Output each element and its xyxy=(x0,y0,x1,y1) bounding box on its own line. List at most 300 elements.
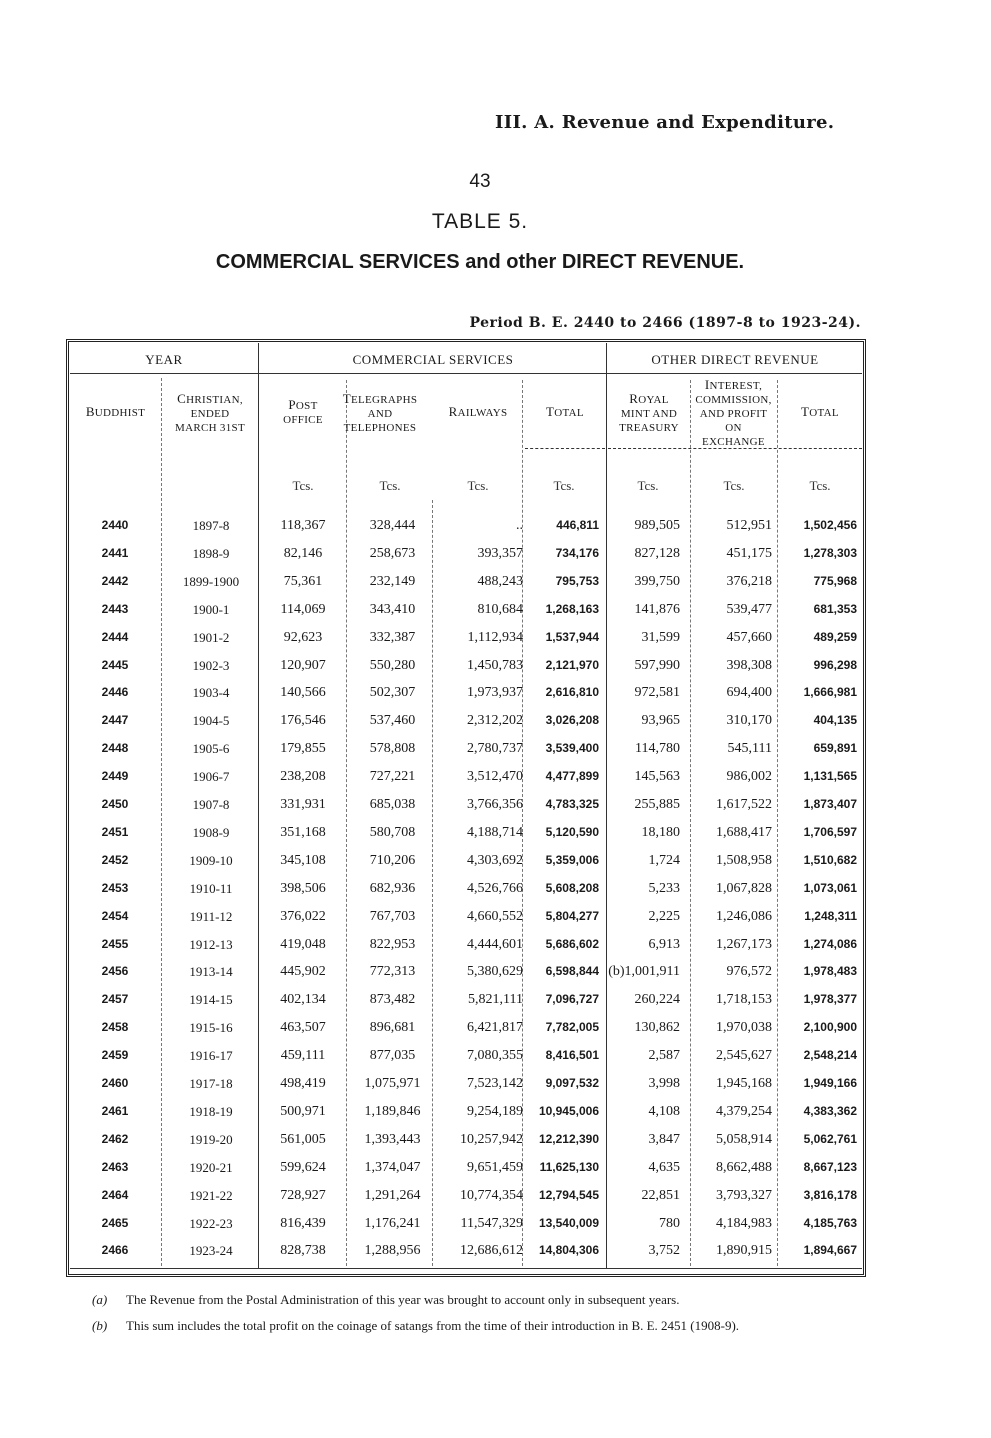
table-row xyxy=(0,1188,991,1216)
buddhist-year-cell: 2450 xyxy=(101,797,129,811)
buddhist-year-cell: 2453 xyxy=(101,880,129,895)
commercial-total-cell: 7,096,727 xyxy=(545,992,599,1007)
christian-year-cell: 1903-4 xyxy=(192,685,230,701)
commercial-total-cell: 4,477,899 xyxy=(545,769,599,784)
royal-mint-cell: 114,780 xyxy=(635,741,680,757)
telegraphs-cell: 328,444 xyxy=(369,518,416,533)
buddhist-year-cell: 2441 xyxy=(101,545,129,560)
post-office-cell: 498,419 xyxy=(280,1076,326,1091)
interest-cell: 451,175 xyxy=(726,545,772,561)
royal-mint-cell: (b)1,001,911 xyxy=(608,964,680,980)
table-row xyxy=(0,741,991,769)
table-row xyxy=(0,1243,991,1271)
interest-cell: 1,688,417 xyxy=(716,824,772,840)
royal-mint-cell: 4,635 xyxy=(648,1159,680,1175)
post-office-cell: 445,902 xyxy=(280,964,326,980)
telegraphs-cell: 550,280 xyxy=(369,657,416,673)
royal-mint-cell: 780 xyxy=(659,1215,680,1231)
table-title: TABLE 5. xyxy=(431,210,529,233)
railways-cell: 5,380,629 xyxy=(467,964,523,980)
christian-year-cell: 1908-9 xyxy=(192,824,230,840)
interest-cell: 8,662,488 xyxy=(716,1159,772,1175)
royal-mint-unit: Tcs. xyxy=(637,478,659,493)
telegraphs-header-line-2: AND xyxy=(367,408,393,420)
christian-year-cell: 1920-21 xyxy=(189,1159,233,1175)
railways-cell: 4,444,601 xyxy=(467,936,523,952)
royal-mint-cell: 989,505 xyxy=(634,518,680,533)
railways-cell: 5,821,111 xyxy=(468,992,523,1008)
telegraphs-header-line-3: TELEPHONES xyxy=(343,422,417,434)
table-subtitle: COMMERCIAL SERVICES and other DIRECT REVENUE. xyxy=(215,251,745,273)
christian-year-cell: 1907-8 xyxy=(192,797,230,812)
interest-cell: 376,218 xyxy=(726,573,772,589)
other-total-cell: 1,666,981 xyxy=(803,685,857,700)
telegraphs-cell: 232,149 xyxy=(369,573,416,589)
buddhist-year-cell: 2460 xyxy=(101,1076,129,1090)
christian-year-cell: 1916-17 xyxy=(189,1048,233,1064)
buddhist-year-cell: 2446 xyxy=(101,685,129,700)
other-total-cell: 2,548,214 xyxy=(803,1048,857,1063)
commercial-total-cell: 10,945,006 xyxy=(538,1103,599,1118)
royal-mint-cell: 260,224 xyxy=(634,992,680,1008)
telegraphs-cell: 343,410 xyxy=(369,601,416,617)
telegraphs-cell: 682,936 xyxy=(369,880,416,896)
royal-mint-cell: 972,581 xyxy=(634,685,680,701)
christian-year-cell: 1922-23 xyxy=(189,1215,233,1231)
other-total-cell: 1,978,483 xyxy=(803,964,857,979)
table-row xyxy=(0,713,991,741)
post-office-cell: 463,507 xyxy=(280,1020,326,1036)
royal-mint-header-line-3: TREASURY xyxy=(619,422,679,434)
interest-cell: 694,400 xyxy=(726,685,772,701)
christian-year-cell: 1911-12 xyxy=(189,908,233,924)
table-row xyxy=(0,1104,991,1132)
commercial-total-cell: 5,359,006 xyxy=(545,852,599,867)
telegraphs-cell: 822,953 xyxy=(369,936,416,952)
royal-mint-cell: 31,599 xyxy=(641,629,680,645)
buddhist-year-cell: 2442 xyxy=(101,573,129,588)
royal-mint-cell: 399,750 xyxy=(634,573,680,589)
other-total-cell: 1,274,086 xyxy=(803,936,857,951)
other-total-cell: 659,891 xyxy=(813,741,857,756)
railways-cell: 810,684 xyxy=(477,601,523,617)
buddhist-year-cell: 2456 xyxy=(101,964,129,979)
telegraphs-cell: 877,035 xyxy=(369,1048,416,1064)
railways-cell: 2,312,202 xyxy=(467,713,523,729)
interest-cell: 398,308 xyxy=(726,657,772,673)
footnote-a-text: The Revenue from the Postal Administration of this year was brought to account only in subsequent years. xyxy=(126,1292,680,1307)
page-number: 43 xyxy=(469,171,491,192)
other-total-cell: 1,278,303 xyxy=(803,545,857,560)
royal-mint-cell: 2,587 xyxy=(648,1048,680,1064)
railways-cell: 7,080,355 xyxy=(467,1048,523,1064)
table-row xyxy=(0,685,991,713)
interest-cell: 4,184,983 xyxy=(716,1215,772,1231)
commercial-total-cell: 8,416,501 xyxy=(545,1048,599,1063)
interest-cell: 512,951 xyxy=(726,518,772,533)
buddhist-year-cell: 2448 xyxy=(101,741,129,756)
royal-mint-cell: 145,563 xyxy=(634,769,680,785)
table-row xyxy=(0,881,991,909)
post-office-cell: 82,146 xyxy=(283,545,323,561)
buddhist-year-cell: 2451 xyxy=(101,824,129,839)
footnote-a xyxy=(92,1292,679,1308)
railways-cell: 3,512,470 xyxy=(467,769,523,785)
post-office-cell: 118,367 xyxy=(280,518,326,533)
post-office-cell: 828,738 xyxy=(280,1243,326,1259)
buddhist-year-cell: 2466 xyxy=(101,1243,129,1258)
group-header-rule xyxy=(70,373,862,374)
post-office-unit: Tcs. xyxy=(292,478,314,493)
commercial-header-rule xyxy=(525,448,605,449)
commercial-total-cell: 13,540,009 xyxy=(538,1215,599,1230)
railways-cell: 2,780,737 xyxy=(467,741,523,757)
buddhist-year-cell: 2454 xyxy=(101,908,129,923)
commercial-total-cell: 5,686,602 xyxy=(545,936,599,951)
interest-cell: 976,572 xyxy=(726,964,772,980)
commercial-total-cell: 734,176 xyxy=(555,545,599,560)
royal-mint-cell: 130,862 xyxy=(634,1020,680,1036)
telegraphs-header xyxy=(340,392,420,435)
telegraphs-cell: 1,176,241 xyxy=(364,1215,421,1231)
table-row xyxy=(0,1160,991,1188)
christian-header-line-2: ENDED xyxy=(190,408,230,420)
post-office-header-line-1: POST xyxy=(288,397,318,412)
commercial-total-cell: 3,026,208 xyxy=(545,713,599,728)
christian-year-cell: 1897-8 xyxy=(192,518,230,533)
table-row xyxy=(0,825,991,853)
commercial-total-header: TOTAL xyxy=(546,404,584,419)
telegraphs-header-line-1: TELEGRAPHS xyxy=(342,391,418,406)
commercial-group-header: COMMERCIAL SERVICES xyxy=(352,352,514,367)
interest-cell: 2,545,627 xyxy=(716,1048,772,1064)
other-group-header: OTHER DIRECT REVENUE xyxy=(651,352,819,367)
railways-cell: 4,303,692 xyxy=(467,852,523,868)
christian-year-cell: 1915-16 xyxy=(189,1020,233,1036)
telegraphs-cell: 332,387 xyxy=(369,629,416,645)
railways-cell: 7,523,142 xyxy=(467,1076,523,1091)
buddhist-year-cell: 2458 xyxy=(101,1020,129,1035)
footnote-b-text: This sum includes the total profit on the coinage of satangs from the time of their introduction in B. E. 2451 (1908-9). xyxy=(126,1318,740,1333)
christian-header-line-1: CHRISTIAN, xyxy=(177,391,243,406)
post-office-cell: 419,048 xyxy=(280,936,326,952)
interest-header xyxy=(690,378,777,449)
interest-cell: 1,718,153 xyxy=(716,992,772,1008)
commercial-total-cell: 795,753 xyxy=(555,573,599,588)
post-office-cell: 114,069 xyxy=(280,601,326,617)
christian-year-cell: 1918-19 xyxy=(189,1103,233,1119)
christian-year-cell: 1898-9 xyxy=(192,545,230,561)
commercial-total-cell: 14,804,306 xyxy=(538,1243,599,1258)
post-office-cell: 179,855 xyxy=(280,741,326,757)
royal-mint-cell: 827,128 xyxy=(634,545,680,561)
post-office-cell: 345,108 xyxy=(280,852,326,868)
commercial-total-cell: 446,811 xyxy=(556,518,599,532)
buddhist-year-cell: 2457 xyxy=(101,992,129,1007)
other-total-cell: 2,100,900 xyxy=(803,1020,857,1035)
post-office-header-line-2: OFFICE xyxy=(283,414,323,426)
railways-cell: 4,188,714 xyxy=(467,824,523,840)
other-total-cell: 1,248,311 xyxy=(804,908,857,923)
interest-cell: 1,246,086 xyxy=(716,908,772,924)
royal-mint-cell: 5,233 xyxy=(648,880,680,896)
footnote-a-mark: (a) xyxy=(92,1292,108,1307)
interest-cell: 545,111 xyxy=(727,741,772,757)
post-office-cell: 599,624 xyxy=(280,1159,326,1175)
christian-header-line-3: MARCH 31ST xyxy=(175,422,245,434)
commercial-total-unit: Tcs. xyxy=(553,478,575,493)
interest-cell: 3,793,327 xyxy=(716,1187,772,1203)
post-office-cell: 92,623 xyxy=(283,629,323,645)
commercial-total-cell: 5,608,208 xyxy=(545,880,599,895)
christian-year-cell: 1904-5 xyxy=(192,713,230,729)
railways-cell: 4,526,766 xyxy=(467,880,523,896)
commercial-total-cell: 5,804,277 xyxy=(545,908,599,923)
buddhist-year-cell: 2465 xyxy=(101,1215,129,1230)
royal-mint-cell: 2,225 xyxy=(648,908,680,924)
telegraphs-cell: 896,681 xyxy=(369,1020,416,1036)
interest-cell: 1,508,958 xyxy=(716,852,772,868)
commercial-total-cell: 3,539,400 xyxy=(545,741,599,756)
other-total-cell: 8,667,123 xyxy=(803,1159,857,1174)
royal-mint-cell: 18,180 xyxy=(641,824,680,840)
royal-mint-header-line-1: ROYAL xyxy=(629,391,669,406)
telegraphs-cell: 537,460 xyxy=(369,713,416,729)
post-office-cell: 500,971 xyxy=(280,1103,326,1119)
commercial-total-cell: 2,616,810 xyxy=(545,685,599,700)
telegraphs-cell: 685,038 xyxy=(369,797,416,812)
other-total-cell: 4,383,362 xyxy=(803,1103,857,1118)
christian-year-cell: 1901-2 xyxy=(192,629,230,645)
interest-unit: Tcs. xyxy=(723,478,745,493)
table-row xyxy=(0,909,991,937)
buddhist-year-cell: 2463 xyxy=(101,1159,129,1174)
railways-cell: 11,547,329 xyxy=(460,1215,523,1231)
buddhist-year-cell: 2462 xyxy=(101,1131,129,1146)
christian-year-cell: 1921-22 xyxy=(189,1187,233,1203)
christian-year-cell: 1900-1 xyxy=(192,601,230,617)
christian-year-cell: 1917-18 xyxy=(189,1076,233,1091)
telegraphs-cell: 710,206 xyxy=(369,852,416,868)
buddhist-header: BUDDHIST xyxy=(85,404,146,419)
telegraphs-cell: 727,221 xyxy=(369,769,416,785)
railways-cell: 9,651,459 xyxy=(467,1159,523,1175)
railways-cell: 3,766,356 xyxy=(467,797,523,812)
telegraphs-cell: 580,708 xyxy=(369,824,416,840)
telegraphs-cell: 1,075,971 xyxy=(364,1076,421,1091)
commercial-total-cell: 12,794,545 xyxy=(538,1187,599,1202)
telegraphs-cell: 258,673 xyxy=(369,545,416,561)
royal-mint-header xyxy=(608,392,690,435)
table-row xyxy=(0,630,991,658)
post-office-cell: 140,566 xyxy=(280,685,326,701)
table-row xyxy=(0,658,991,686)
christian-year-cell: 1923-24 xyxy=(189,1243,233,1259)
christian-year-cell: 1902-3 xyxy=(192,657,230,673)
interest-cell: 5,058,914 xyxy=(716,1131,772,1147)
telegraphs-cell: 502,307 xyxy=(369,685,416,701)
period-caption: Period B. E. 2440 to 2466 (1897-8 to 1923-24). xyxy=(469,315,861,331)
post-office-cell: 816,439 xyxy=(280,1215,326,1231)
interest-cell: 1,267,173 xyxy=(716,936,772,952)
buddhist-year-cell: 2449 xyxy=(101,769,129,784)
christian-year-cell: 1899-1900 xyxy=(182,573,240,589)
telegraphs-cell: 873,482 xyxy=(369,992,416,1008)
other-total-unit: Tcs. xyxy=(809,478,831,493)
interest-cell: 539,477 xyxy=(726,601,772,617)
interest-cell: 1,617,522 xyxy=(716,797,772,812)
post-office-cell: 331,931 xyxy=(280,797,326,812)
table-row xyxy=(0,964,991,992)
railways-header: RAILWAYS xyxy=(448,404,508,419)
royal-mint-cell: 3,752 xyxy=(648,1243,680,1259)
telegraphs-cell: 578,808 xyxy=(369,741,416,757)
other-total-cell: 775,968 xyxy=(813,573,857,588)
royal-mint-cell: 141,876 xyxy=(634,601,680,617)
royal-mint-cell: 6,913 xyxy=(648,936,680,952)
telegraphs-cell: 1,291,264 xyxy=(364,1187,421,1203)
christian-year-cell: 1909-10 xyxy=(189,852,233,868)
table-row xyxy=(0,797,991,825)
table-row xyxy=(0,1020,991,1048)
commercial-total-cell: 5,120,590 xyxy=(545,824,599,839)
interest-cell: 4,379,254 xyxy=(716,1103,772,1119)
buddhist-year-cell: 2447 xyxy=(101,713,129,728)
commercial-total-cell: 1,268,163 xyxy=(545,601,599,616)
other-total-cell: 1,894,667 xyxy=(803,1243,857,1258)
post-office-cell: 398,506 xyxy=(280,880,326,896)
other-total-cell: 1,706,597 xyxy=(803,824,857,839)
christian-header xyxy=(162,392,258,435)
christian-year-cell: 1905-6 xyxy=(192,741,230,757)
commercial-total-cell: 1,537,944 xyxy=(545,629,599,644)
table-row xyxy=(0,992,991,1020)
royal-mint-cell: 3,847 xyxy=(648,1131,680,1147)
interest-header-line-4: ON xyxy=(725,422,742,434)
railways-cell: 488,243 xyxy=(477,573,523,589)
railways-cell: 1,973,937 xyxy=(467,685,523,701)
table-row xyxy=(0,937,991,965)
post-office-cell: 238,208 xyxy=(280,769,326,785)
table-row xyxy=(0,769,991,797)
other-total-cell: 1,949,166 xyxy=(803,1076,857,1090)
interest-cell: 986,002 xyxy=(726,769,772,785)
post-office-cell: 351,168 xyxy=(280,824,326,840)
railways-cell: 9,254,189 xyxy=(467,1103,523,1119)
buddhist-year-cell: 2444 xyxy=(101,629,129,644)
commercial-total-cell: 7,782,005 xyxy=(545,1020,599,1035)
table-row xyxy=(0,602,991,630)
christian-year-cell: 1906-7 xyxy=(192,769,230,785)
christian-year-cell: 1914-15 xyxy=(189,992,233,1008)
interest-cell: 1,890,915 xyxy=(716,1243,772,1259)
other-total-cell: 996,298 xyxy=(813,657,857,672)
table-row xyxy=(0,1216,991,1244)
telegraphs-cell: 1,189,846 xyxy=(364,1103,421,1119)
interest-cell: 1,067,828 xyxy=(716,880,772,896)
post-office-cell: 120,907 xyxy=(280,657,326,673)
railways-cell: 393,357 xyxy=(477,545,523,561)
buddhist-year-cell: 2455 xyxy=(101,936,129,951)
footnote-b xyxy=(92,1318,739,1334)
railways-cell: 1,112,934 xyxy=(467,629,523,645)
christian-year-cell: 1910-11 xyxy=(189,880,233,896)
other-total-cell: 404,135 xyxy=(813,713,857,728)
royal-mint-cell: 93,965 xyxy=(641,713,680,729)
other-total-cell: 1,978,377 xyxy=(803,992,857,1007)
telegraphs-unit: Tcs. xyxy=(379,478,401,493)
interest-cell: 310,170 xyxy=(726,713,772,729)
other-total-cell: 1,873,407 xyxy=(803,797,857,811)
post-office-cell: 402,134 xyxy=(280,992,326,1008)
post-office-cell: 376,022 xyxy=(280,908,326,924)
other-total-cell: 1,131,565 xyxy=(803,769,857,784)
buddhist-year-cell: 2461 xyxy=(101,1103,129,1118)
other-total-cell: 1,510,682 xyxy=(803,852,857,867)
buddhist-year-cell: 2445 xyxy=(101,657,129,672)
interest-header-line-3: AND PROFIT xyxy=(699,408,768,420)
telegraphs-cell: 767,703 xyxy=(369,908,416,924)
section-header: III. A. Revenue and Expenditure. xyxy=(495,112,835,133)
buddhist-year-cell: 2440 xyxy=(101,518,129,532)
telegraphs-cell: 772,313 xyxy=(369,964,416,980)
post-office-cell: 176,546 xyxy=(280,713,326,729)
royal-mint-cell: 3,998 xyxy=(648,1076,680,1091)
buddhist-year-cell: 2459 xyxy=(101,1048,129,1063)
table-row xyxy=(0,853,991,881)
christian-year-cell: 1912-13 xyxy=(189,936,233,952)
post-office-cell: 75,361 xyxy=(283,573,323,589)
other-total-cell: 5,062,761 xyxy=(803,1131,857,1146)
railways-cell: 10,257,942 xyxy=(460,1131,523,1147)
table-row xyxy=(0,1132,991,1160)
interest-header-line-5: EXCHANGE xyxy=(702,436,765,448)
other-total-header: TOTAL xyxy=(801,404,839,419)
buddhist-year-cell: 2452 xyxy=(101,852,129,867)
telegraphs-cell: 1,374,047 xyxy=(364,1159,421,1175)
post-office-cell: 561,005 xyxy=(280,1131,326,1147)
other-total-cell: 4,185,763 xyxy=(803,1215,857,1230)
post-office-header xyxy=(260,398,346,427)
buddhist-year-cell: 2464 xyxy=(101,1187,129,1202)
interest-header-line-1: INTEREST, xyxy=(704,377,763,392)
commercial-total-cell: 11,625,130 xyxy=(539,1159,599,1174)
other-total-cell: 489,259 xyxy=(813,629,857,644)
table-row xyxy=(0,574,991,602)
post-office-cell: 728,927 xyxy=(280,1187,326,1203)
interest-cell: 1,945,168 xyxy=(716,1076,772,1091)
year-group-header: YEAR xyxy=(145,352,183,367)
other-total-cell: 681,353 xyxy=(813,601,857,616)
commercial-total-cell: 4,783,325 xyxy=(545,797,599,811)
railways-cell: 12,686,612 xyxy=(460,1243,523,1259)
table-row xyxy=(0,1048,991,1076)
railways-cell: .. xyxy=(516,518,523,533)
commercial-total-cell: 2,121,970 xyxy=(545,657,599,672)
commercial-total-cell: 6,598,844 xyxy=(545,964,599,979)
royal-mint-cell: 1,724 xyxy=(648,852,680,868)
royal-mint-cell: 597,990 xyxy=(634,657,680,673)
interest-header-line-2: COMMISSION, xyxy=(695,394,772,406)
footnote-b-mark: (b) xyxy=(92,1318,108,1333)
commercial-total-cell: 9,097,532 xyxy=(545,1076,599,1090)
other-total-cell: 1,502,456 xyxy=(803,518,857,532)
post-office-cell: 459,111 xyxy=(280,1048,326,1064)
telegraphs-cell: 1,288,956 xyxy=(364,1243,421,1259)
other-total-cell: 1,073,061 xyxy=(803,880,857,895)
interest-cell: 457,660 xyxy=(726,629,772,645)
other-total-cell: 3,816,178 xyxy=(803,1187,857,1202)
